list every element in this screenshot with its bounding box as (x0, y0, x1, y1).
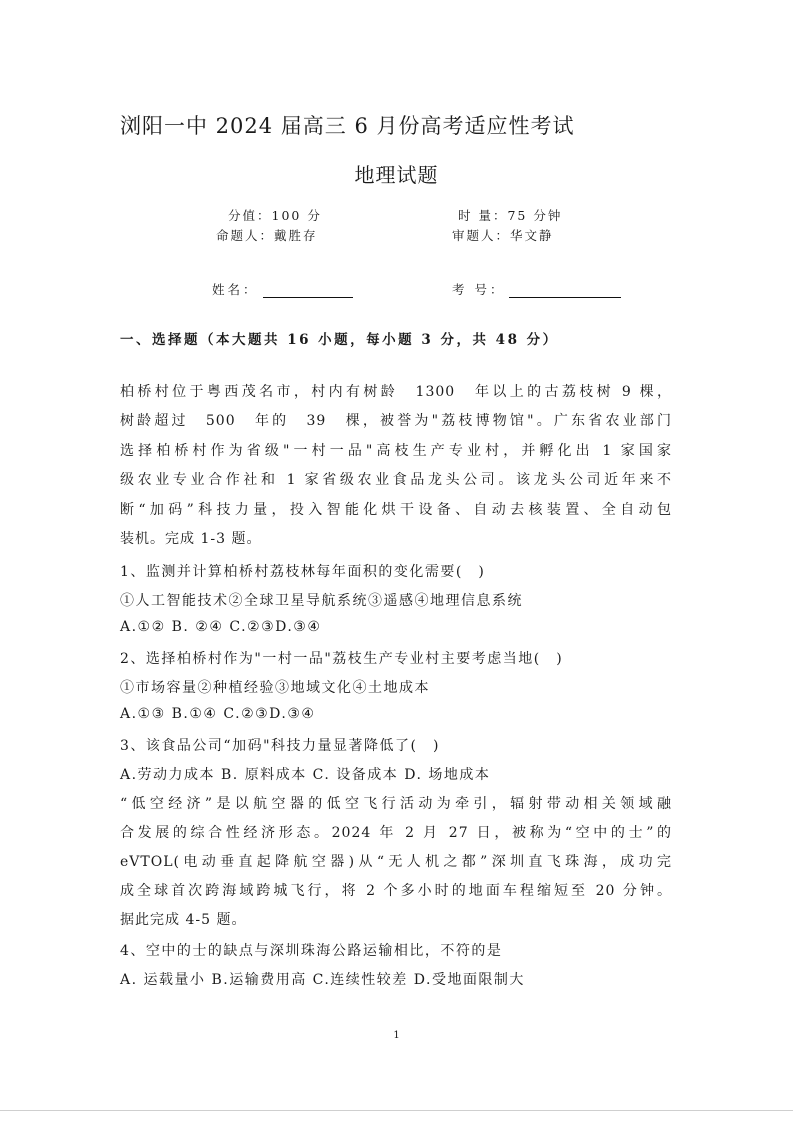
exam-number-blank[interactable] (509, 283, 621, 298)
time-label: 时 量：75 分钟 (458, 208, 563, 223)
page-number: 1 (393, 1030, 400, 1041)
question-4-options: A. 运载量小 B.运输费用高 C.连续性较差 D.受地面限制大 (120, 972, 525, 988)
question-4: 4、空中的士的缺点与深圳珠海公路运输相比，不符的是 (120, 943, 503, 959)
passage-line: eVTOL(电动垂直起降航空器)从“无人机之都”深圳直飞珠海，成功完 (120, 854, 672, 870)
passage-line: 装机。完成 1-3 题。 (120, 531, 262, 547)
passage-line: 据此完成 4-5 题。 (120, 912, 247, 928)
page-bottom-divider (0, 1110, 793, 1111)
name-field (212, 280, 353, 298)
exam-subtitle: 地理试题 (354, 163, 439, 187)
passage-line: 树龄超过 500 年的 39 棵，被誉为"荔枝博物馆"。广东省农业部门 (120, 413, 672, 429)
question-2-items: ①市场容量②种植经验③地域文化④土地成本 (120, 680, 430, 696)
name-label: 姓名： (212, 282, 259, 297)
question-2-options: A.①③ B.①④ C.②③D.③④ (120, 706, 316, 722)
score-label: 分值：100 分 (228, 208, 322, 223)
exam-number-label: 考 号： (452, 282, 506, 297)
question-3: 3、该食品公司“加码"科技力量显著降低了( ) (120, 738, 440, 754)
passage-line: 成全球首次跨海域跨城飞行，将 2 个多小时的地面车程缩短至 20 分钟。 (120, 883, 672, 899)
reviewer-label: 审题人：华文静 (452, 228, 554, 243)
passage-line: 级农业专业合作社和 1 家省级农业食品龙头公司。该龙头公司近年来不 (120, 472, 672, 488)
exam-title: 浏阳一中 2024 届高三 6 月份高考适应性考试 (120, 114, 575, 138)
passage-line: “低空经济”是以航空器的低空飞行活动为牵引，辐射带动相关领域融 (120, 796, 672, 812)
question-1-options: A.①② B. ②④ C.②③D.③④ (120, 619, 322, 635)
question-3-options: A.劳动力成本 B. 原料成本 C. 设备成本 D. 场地成本 (120, 767, 491, 783)
passage-line: 断“加码”科技力量，投入智能化烘干设备、自动去核装置、全自动包 (120, 502, 672, 518)
question-1-items: ①人工智能技术②全球卫星导航系统③遥感④地理信息系统 (120, 593, 523, 609)
author-label: 命题人：戴胜存 (216, 228, 318, 243)
passage-line: 柏桥村位于粤西茂名市，村内有树龄 1300 年以上的古荔枝树 9 棵， (120, 384, 672, 400)
question-1: 1、监测并计算柏桥村荔枝林每年面积的变化需要( ) (120, 564, 486, 580)
question-2: 2、选择柏桥村作为"一村一品"荔枝生产专业村主要考虑当地( ) (120, 651, 564, 667)
passage-line: 选择柏桥村作为省级"一村一品"高枝生产专业村，并孵化出 1 家国家 (120, 443, 672, 459)
name-blank[interactable] (263, 283, 353, 298)
section-heading: 一、选择题（本大题共 16 小题，每小题 3 分，共 48 分） (120, 332, 559, 348)
passage-line: 合发展的综合性经济形态。2024 年 2 月 27 日，被称为“空中的士”的 (120, 825, 672, 841)
exam-number-field (452, 280, 621, 298)
